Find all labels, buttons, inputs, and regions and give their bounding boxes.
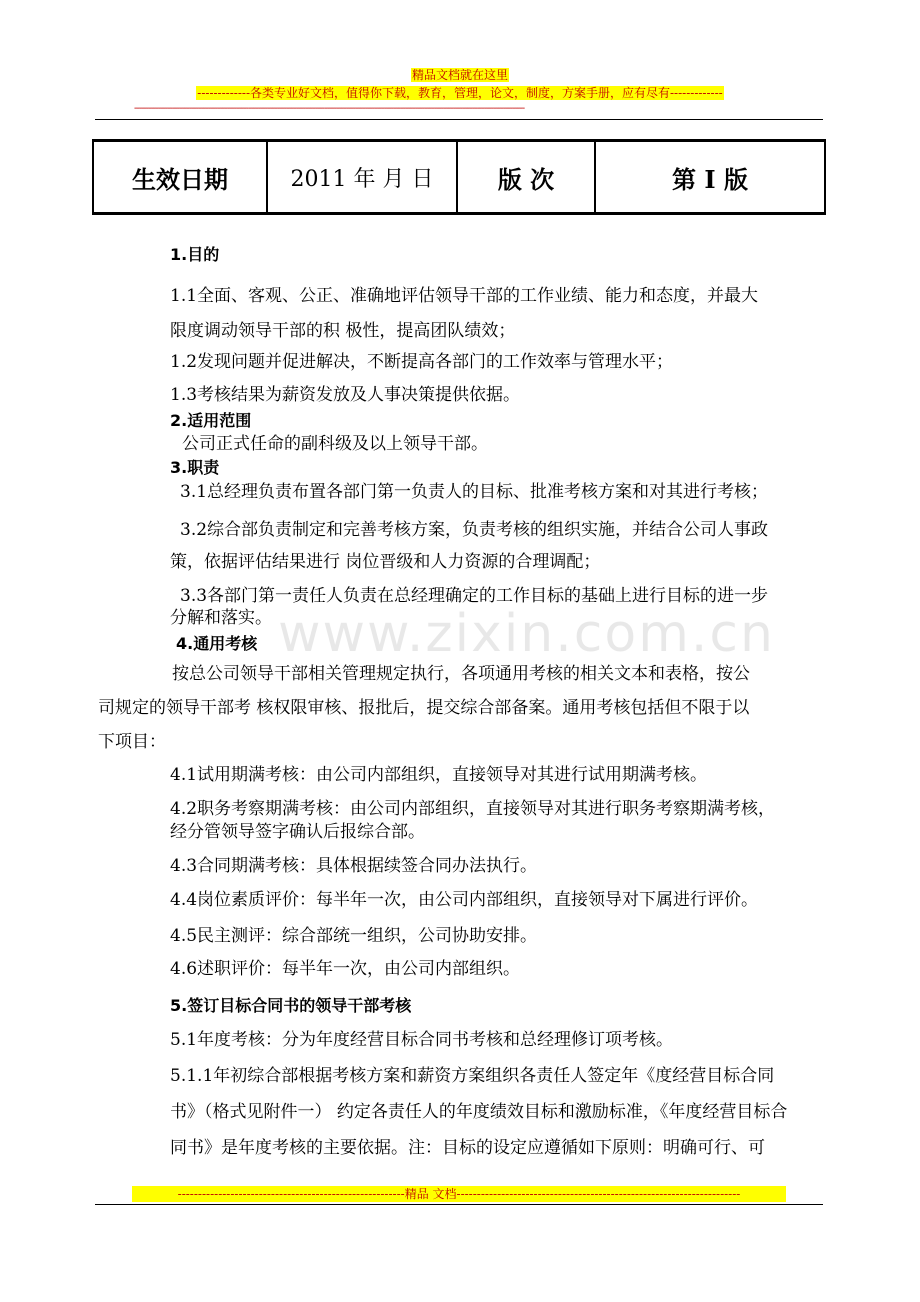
section-5-heading: 5.签订目标合同书的领导干部考核 [170,996,412,1015]
para-1-1-line1: 1.1全面、客观、公正、准确地评估领导干部的工作业绩、能力和态度，并最大 [170,286,759,306]
section-4-heading: 4.通用考核 [176,634,258,653]
banner-dashed-rule: -------------------------------------------------------------------------------------------------------------------------------------------------------------------- [134,104,525,114]
version-value: 第 I 版 [595,141,825,214]
header-table [92,139,826,215]
version-label: 版 次 [457,141,595,214]
footer-divider [95,1204,823,1205]
para-4-5: 4.5民主测评：综合部统一组织，公司协助安排。 [170,926,538,946]
section-3-heading: 3.职责 [170,458,220,477]
para-4-6: 4.6述职评价：每半年一次，由公司内部组织。 [170,959,521,979]
para-4-body-line3: 下项目： [98,732,166,752]
banner-title: 精品文档就在这里 [411,68,508,82]
para-3-3-line2: 分解和落实。 [170,608,272,628]
section-1-heading: 1.目的 [170,245,220,264]
banner-subtitle: -------------各类专业好文档，值得你下载，教育，管理，论文，制度，方案手册，应有尽有------------- [197,86,723,100]
para-5-1-1-line1: 5.1.1年初综合部根据考核方案和薪资方案组织各责任人签定年《度经营目标合同 [170,1066,775,1086]
para-3-2-line1: 3.2综合部负责制定和完善考核方案，负责考核的组织实施，并结合公司人事政 [180,520,769,540]
para-2-body: 公司正式任命的副科级及以上领导干部。 [182,434,488,454]
para-4-body-line1: 按总公司领导干部相关管理规定执行，各项通用考核的相关文本和表格，按公 [172,664,750,684]
para-3-2-line2: 策，依据评估结果进行 岗位晋级和人力资源的合理调配； [170,552,601,572]
effective-date-label: 生效日期 [93,141,267,214]
effective-date-value: 2011 年 月 日 [267,141,457,214]
para-4-body-line2: 司规定的领导干部考 核权限审核、报批后，提交综合部备案。通用考核包括但不限于以 [98,698,750,718]
para-4-4: 4.4岗位素质评价：每半年一次，由公司内部组织，直接领导对下属进行评价。 [170,890,759,910]
footer-banner: --------------------------------------------------------精品 文档---------------------------------------------------------------------- [132,1186,786,1202]
para-1-2: 1.2发现问题并促进解决，不断提高各部门的工作效率与管理水平； [170,352,674,372]
para-5-1: 5.1年度考核：分为年度经营目标合同书考核和总经理修订项考核。 [170,1030,674,1050]
para-3-1: 3.1总经理负责布置各部门第一负责人的目标、批准考核方案和对其进行考核； [180,482,769,502]
para-1-1-line2: 限度调动领导干部的积 极性，提高团队绩效； [170,321,516,341]
para-5-1-1-line3: 同书》是年度考核的主要依据。注：目标的设定应遵循如下原则：明确可行、可 [170,1138,765,1158]
para-3-3-line1: 3.3各部门第一责任人负责在总经理确定的工作目标的基础上进行目标的进一步 [180,586,769,606]
para-4-2-line2: 经分管领导签字确认后报综合部。 [170,822,425,842]
para-1-3: 1.3考核结果为薪资发放及人事决策提供依据。 [170,385,521,405]
header-divider [95,119,823,120]
para-4-2-line1: 4.2职务考察期满考核：由公司内部组织，直接领导对其进行职务考察期满考核， [170,799,776,819]
watermark-text: www.zixin.com.cn [278,604,775,664]
para-4-3: 4.3合同期满考核：具体根据续签合同办法执行。 [170,856,538,876]
para-5-1-1-line2: 书》（格式见附件一） 约定各责任人的年度绩效目标和激励标准，《年度经营目标合 [170,1102,788,1122]
para-4-1: 4.1试用期满考核：由公司内部组织，直接领导对其进行试用期满考核。 [170,765,708,785]
section-2-heading: 2.适用范围 [170,411,252,430]
